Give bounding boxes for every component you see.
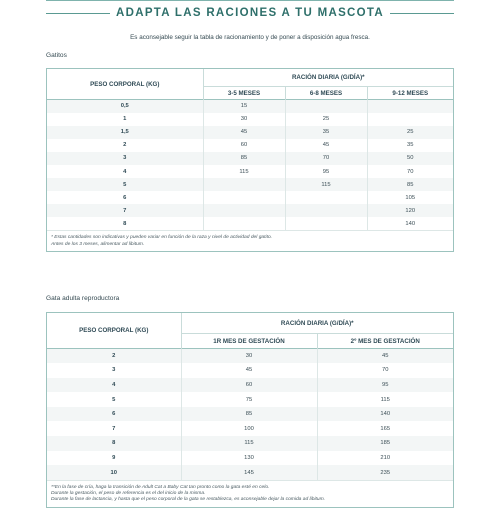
title-rule-right (390, 13, 454, 14)
top-divider (46, 0, 454, 1)
ration-cell (285, 204, 367, 217)
ration-cell (285, 217, 367, 230)
ration-cell: 145 (181, 465, 317, 480)
ration-cell: 105 (367, 191, 453, 204)
table-row (47, 349, 453, 364)
breeding-col-header: 1R MES DE GESTACIÓN (181, 334, 317, 349)
breeding-ration-header: RACIÓN DIARIA (G/DÍA)* (181, 313, 453, 334)
weight-cell: 7 (112, 425, 116, 432)
ration-cell (203, 178, 285, 191)
ration-cell: 25 (285, 113, 367, 126)
kittens-note: Antes de los 3 meses, alimentar ad libitum. (51, 241, 145, 247)
table-row (47, 451, 453, 466)
table-row (47, 363, 453, 378)
ration-cell: 210 (317, 451, 453, 466)
weight-cell: 7 (47, 204, 203, 217)
ration-cell: 115 (317, 392, 453, 407)
table-row (47, 407, 453, 422)
kittens-col-header: 6-8 MESES (285, 87, 367, 100)
ration-cell (285, 100, 367, 113)
table-row (47, 152, 453, 165)
table-row (47, 392, 453, 407)
ration-cell: 75 (181, 392, 317, 407)
weight-cell: 8 (123, 220, 127, 227)
weight-cell: 3 (47, 152, 203, 165)
ration-cell: 50 (367, 152, 453, 165)
ration-cell: 35 (367, 139, 453, 152)
weight-cell: 6 (123, 194, 127, 201)
table-row (47, 100, 453, 113)
title-bar (46, 6, 454, 20)
weight-cell: 4 (47, 378, 181, 393)
intro-text: Es aconsejable seguir la tabla de racionamiento y de poner a disposición agua fresca. (130, 34, 370, 41)
ration-cell: 115 (181, 436, 317, 451)
table-row (47, 421, 453, 436)
ration-cell: 95 (285, 165, 367, 178)
table-row (47, 204, 453, 217)
breeding-note: Durante la gestación, el peso de referencia es el del inicio de la misma. (51, 491, 206, 497)
ration-cell: 45 (285, 139, 367, 152)
kittens-ration-header: RACIÓN DIARIA (G/DÍA)* (203, 69, 453, 87)
ration-cell (367, 100, 453, 113)
ration-cell: 70 (317, 363, 453, 378)
table-row (47, 465, 453, 480)
ration-cell: 120 (367, 204, 453, 217)
ration-cell: 45 (203, 126, 285, 139)
table-row (47, 165, 453, 178)
ration-cell: 25 (367, 126, 453, 139)
ration-cell: 140 (367, 217, 453, 230)
ration-cell: 45 (181, 363, 317, 378)
ration-cell: 140 (317, 407, 453, 422)
weight-cell: 9 (112, 454, 116, 461)
table-row (47, 217, 453, 230)
ration-cell: 100 (181, 421, 317, 436)
ration-cell: 30 (181, 349, 317, 364)
kittens-col-header: 9-12 MESES (367, 87, 453, 100)
weight-cell: 5 (112, 396, 116, 403)
kittens-note: * Estas cantidades son indicativas y pueden variar en función de la raza y nivel de actividad del gatito. (51, 235, 273, 241)
breeding-weight-header: PESO CORPORAL (KG) (79, 327, 149, 334)
table-row (47, 139, 453, 152)
weight-cell: 5 (47, 178, 203, 191)
ration-cell: 70 (285, 152, 367, 165)
ration-cell: 15 (203, 100, 285, 113)
weight-cell: 2 (47, 349, 181, 364)
ration-cell (203, 217, 285, 230)
ration-cell (285, 191, 367, 204)
weight-cell: 0,5 (47, 100, 203, 113)
ration-cell: 130 (181, 451, 317, 466)
breeding-section-label: Gata adulta reproductora (46, 295, 120, 302)
weight-cell: 2 (123, 142, 127, 149)
table-row (47, 191, 453, 204)
table-row (47, 436, 453, 451)
ration-cell (203, 204, 285, 217)
kittens-ration-table (46, 68, 454, 252)
ration-cell: 85 (203, 152, 285, 165)
ration-cell: 165 (317, 421, 453, 436)
ration-cell: 85 (367, 178, 453, 191)
ration-cell (367, 113, 453, 126)
ration-cell: 235 (317, 465, 453, 480)
breeding-note: **En la fase de cría, haga la transición de Adult Cat a Baby Cat tan pronto como la gata esté en celo. (51, 484, 270, 490)
weight-cell: 10 (47, 465, 181, 480)
ration-cell: 185 (317, 436, 453, 451)
table-row (47, 126, 453, 139)
ration-cell: 45 (317, 349, 453, 364)
ration-cell: 95 (317, 378, 453, 393)
page-title: ADAPTA LAS RACIONES A TU MASCOTA (116, 7, 384, 19)
ration-cell: 60 (203, 139, 285, 152)
breeding-ration-table (46, 312, 454, 508)
ration-cell (203, 191, 285, 204)
ration-cell: 85 (181, 407, 317, 422)
breeding-col-header: 2º MES DE GESTACIÓN (317, 334, 453, 349)
table-row (47, 178, 453, 191)
weight-cell: 3 (112, 367, 116, 374)
ration-cell: 30 (203, 113, 285, 126)
ration-cell: 115 (203, 165, 285, 178)
ration-cell: 70 (367, 165, 453, 178)
ration-cell: 60 (181, 378, 317, 393)
weight-cell: 6 (47, 407, 181, 422)
table-row (47, 378, 453, 393)
kittens-notes (47, 230, 453, 251)
weight-cell: 8 (47, 436, 181, 451)
ration-cell: 35 (285, 126, 367, 139)
breeding-notes (47, 480, 453, 507)
weight-cell: 1 (123, 116, 127, 123)
kittens-section-label: Gatitos (46, 52, 67, 59)
kittens-weight-header: PESO CORPORAL (KG) (90, 80, 160, 88)
ration-cell: 115 (285, 178, 367, 191)
kittens-col-header: 3-5 MESES (203, 87, 285, 100)
weight-cell: 1,5 (47, 126, 203, 139)
breeding-note: Durante la fase de lactancia, y hasta que el peso corporal de la gata se restablezca, es aconsejable dejar la comida ad libitum. (51, 497, 326, 503)
weight-cell: 4 (123, 168, 127, 175)
table-row (47, 113, 453, 126)
